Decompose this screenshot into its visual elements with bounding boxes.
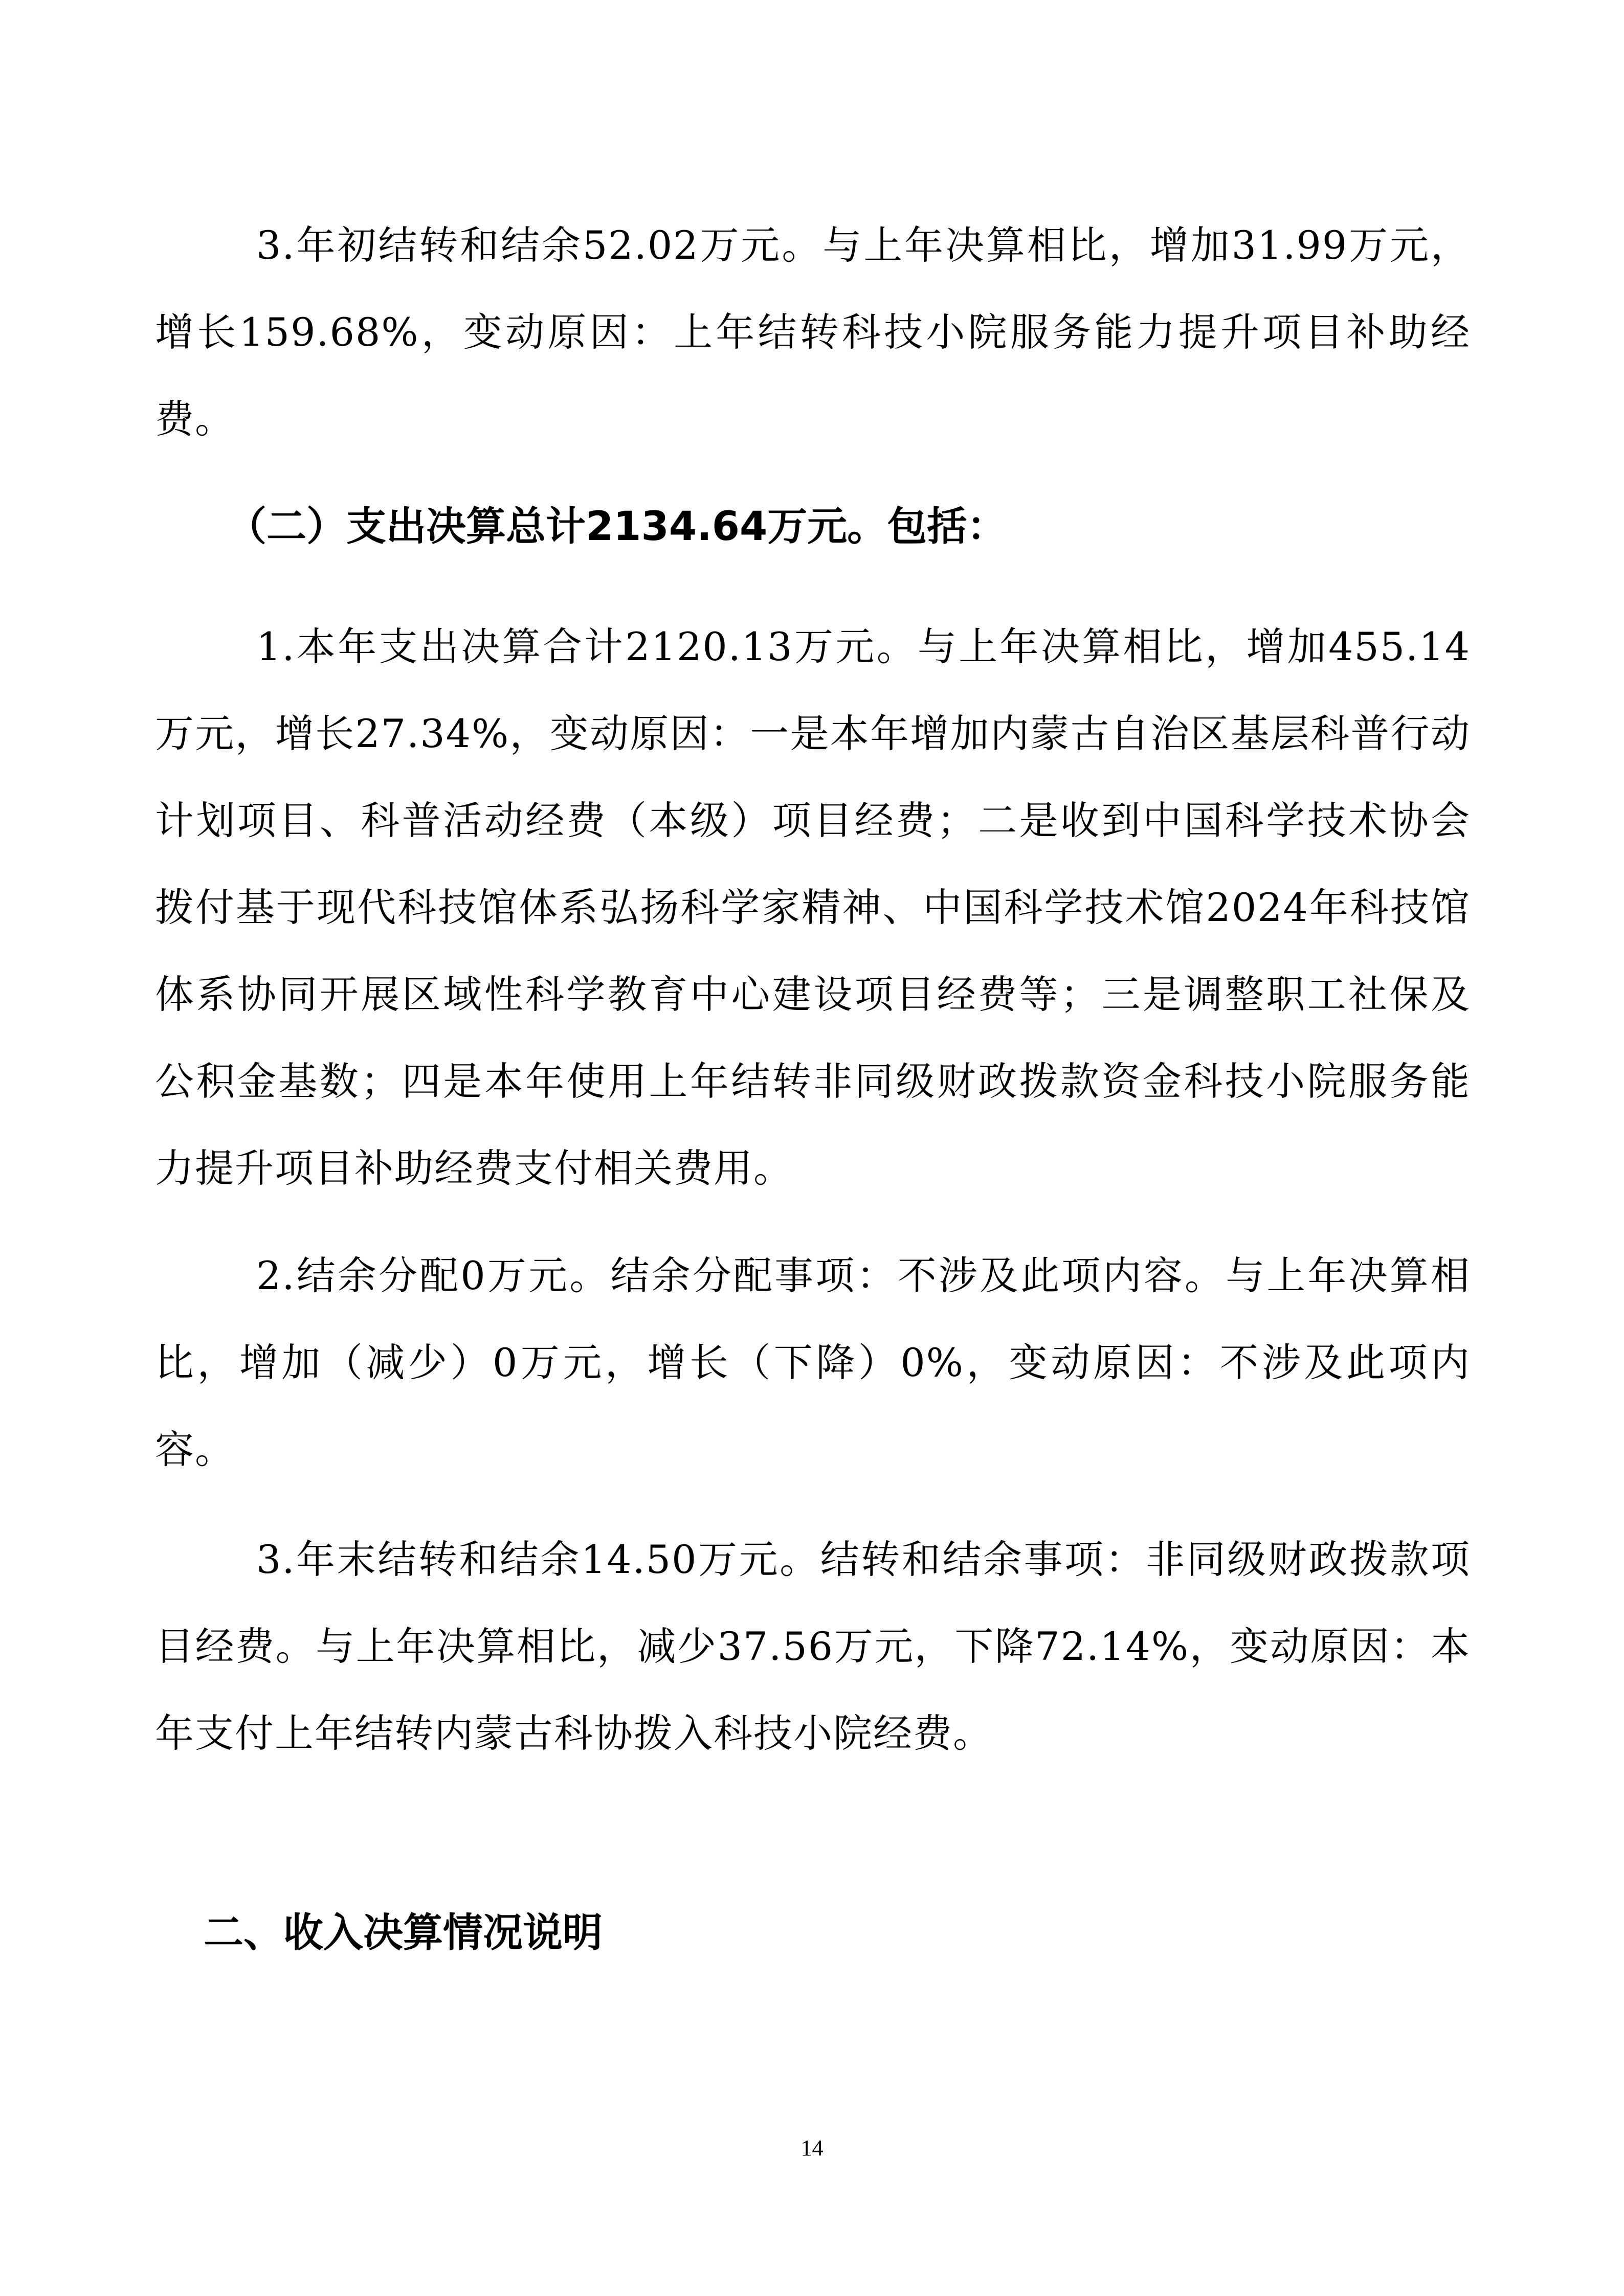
paragraph-income-carryover: 3.年初结转和结余52.02万元。与上年决算相比，增加31.99万元，增长159.68%，变动原因：上年结转科技小院服务能力提升项目补助经费。 xyxy=(155,222,1471,442)
heading-expenditure-total: （二）支出决算总计2134.64万元。包括： xyxy=(227,504,1007,550)
paragraph-expenditure-current: 1.本年支出决算合计2120.13万元。与上年决算相比，增加455.14万元，增长27.34%，变动原因：一是本年增加内蒙古自治区基层科普行动计划项目、科普活动经费（本级）项目经费；二是收到中国科学技术协会拨付基于现代科技馆体系弘扬科学家精神、中国科学技术馆2024年科技馆体系协同开展区域性科学教育中心建设项目经费等；三是调整职工社保及公积金基数；四是本年使用上年结转非同级财政拨款资金科技小院服务能力提升项目补助经费支付相关费用。 xyxy=(155,624,1471,1191)
paragraph-year-end-carryover: 3.年末结转和结余14.50万元。结转和结余事项：非同级财政拨款项目经费。与上年决算相比，减少37.56万元，下降72.14%，变动原因：本年支付上年结转内蒙古科协拨入科技小院经费。 xyxy=(155,1537,1471,1756)
heading-income-section: 二、收入决算情况说明 xyxy=(204,1910,603,1956)
paragraph-surplus-distribution: 2.结余分配0万元。结余分配事项：不涉及此项内容。与上年决算相比，增加（减少）0万元，增长（下降）0%，变动原因：不涉及此项内容。 xyxy=(155,1253,1471,1472)
page-number: 14 xyxy=(800,2135,824,2160)
